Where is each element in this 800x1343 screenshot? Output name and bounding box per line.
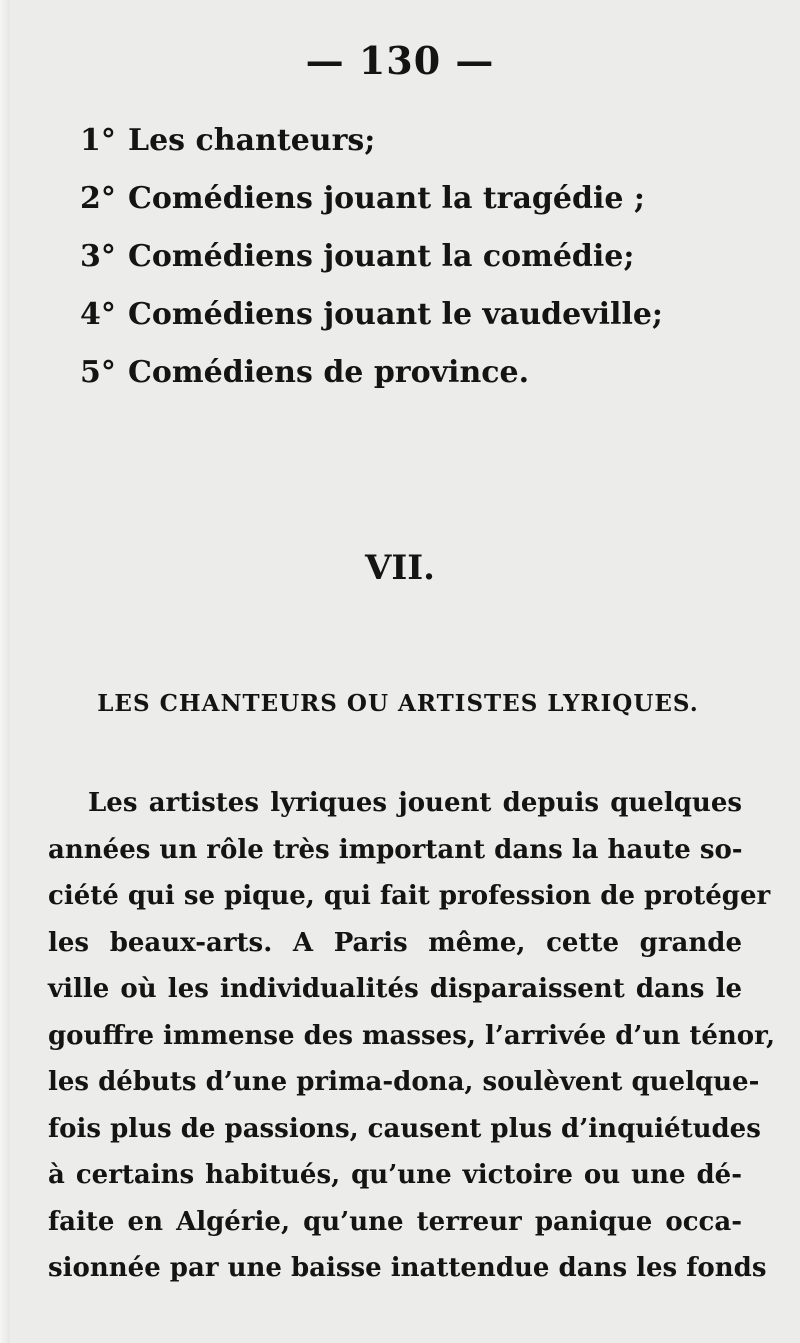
- section-title: LES CHANTEURS OU ARTISTES LYRIQUES.: [97, 690, 699, 717]
- list-item: [80, 228, 663, 286]
- text-line: ville où les individualités disparaissent dans le: [48, 974, 742, 1004]
- list-item-text: Comédiens jouant la comédie;: [128, 239, 635, 274]
- text-line: ciété qui se pique, qui fait profession de protéger: [48, 881, 771, 911]
- page-edge: [0, 0, 10, 1343]
- list-item-text: Comédiens jouant la tragédie ;: [128, 181, 645, 216]
- text-line: à certains habitués, qu’une victoire ou une dé-: [48, 1160, 742, 1190]
- text-line: faite en Algérie, qu’une terreur panique occa-: [48, 1206, 742, 1237]
- section-number: VII.: [364, 548, 436, 588]
- text-line: les débuts d’une prima-dona, soulèvent quelque-: [48, 1067, 760, 1097]
- page-number: — 130 —: [305, 38, 495, 83]
- list-item-number: 4°: [80, 297, 116, 332]
- text-line: gouffre immense des masses, l’arrivée d’un ténor,: [48, 1020, 775, 1051]
- body-paragraph: [48, 780, 775, 1292]
- text-line: les beaux-arts. A Paris même, cette grande: [48, 927, 742, 958]
- list-item: [80, 344, 663, 402]
- list-item-number: 3°: [80, 239, 116, 274]
- list-item: [80, 112, 663, 170]
- text-line: Les artistes lyriques jouent depuis quelques: [88, 788, 742, 818]
- list-item-number: 1°: [80, 123, 116, 158]
- list-item: [80, 170, 663, 228]
- list-item-text: Les chanteurs;: [128, 123, 376, 158]
- list-item-text: Comédiens jouant le vaudeville;: [128, 297, 664, 332]
- list-item-text: Comédiens de province.: [128, 355, 530, 390]
- text-line: sionnée par une baisse inattendue dans les fonds: [48, 1253, 767, 1283]
- list-item-number: 2°: [80, 181, 116, 216]
- text-line: années un rôle très important dans la haute so-: [48, 834, 743, 865]
- text-line: fois plus de passions, causent plus d’inquiétudes: [48, 1113, 761, 1144]
- category-list: [80, 112, 663, 402]
- list-item-number: 5°: [80, 355, 116, 390]
- list-item: [80, 286, 663, 344]
